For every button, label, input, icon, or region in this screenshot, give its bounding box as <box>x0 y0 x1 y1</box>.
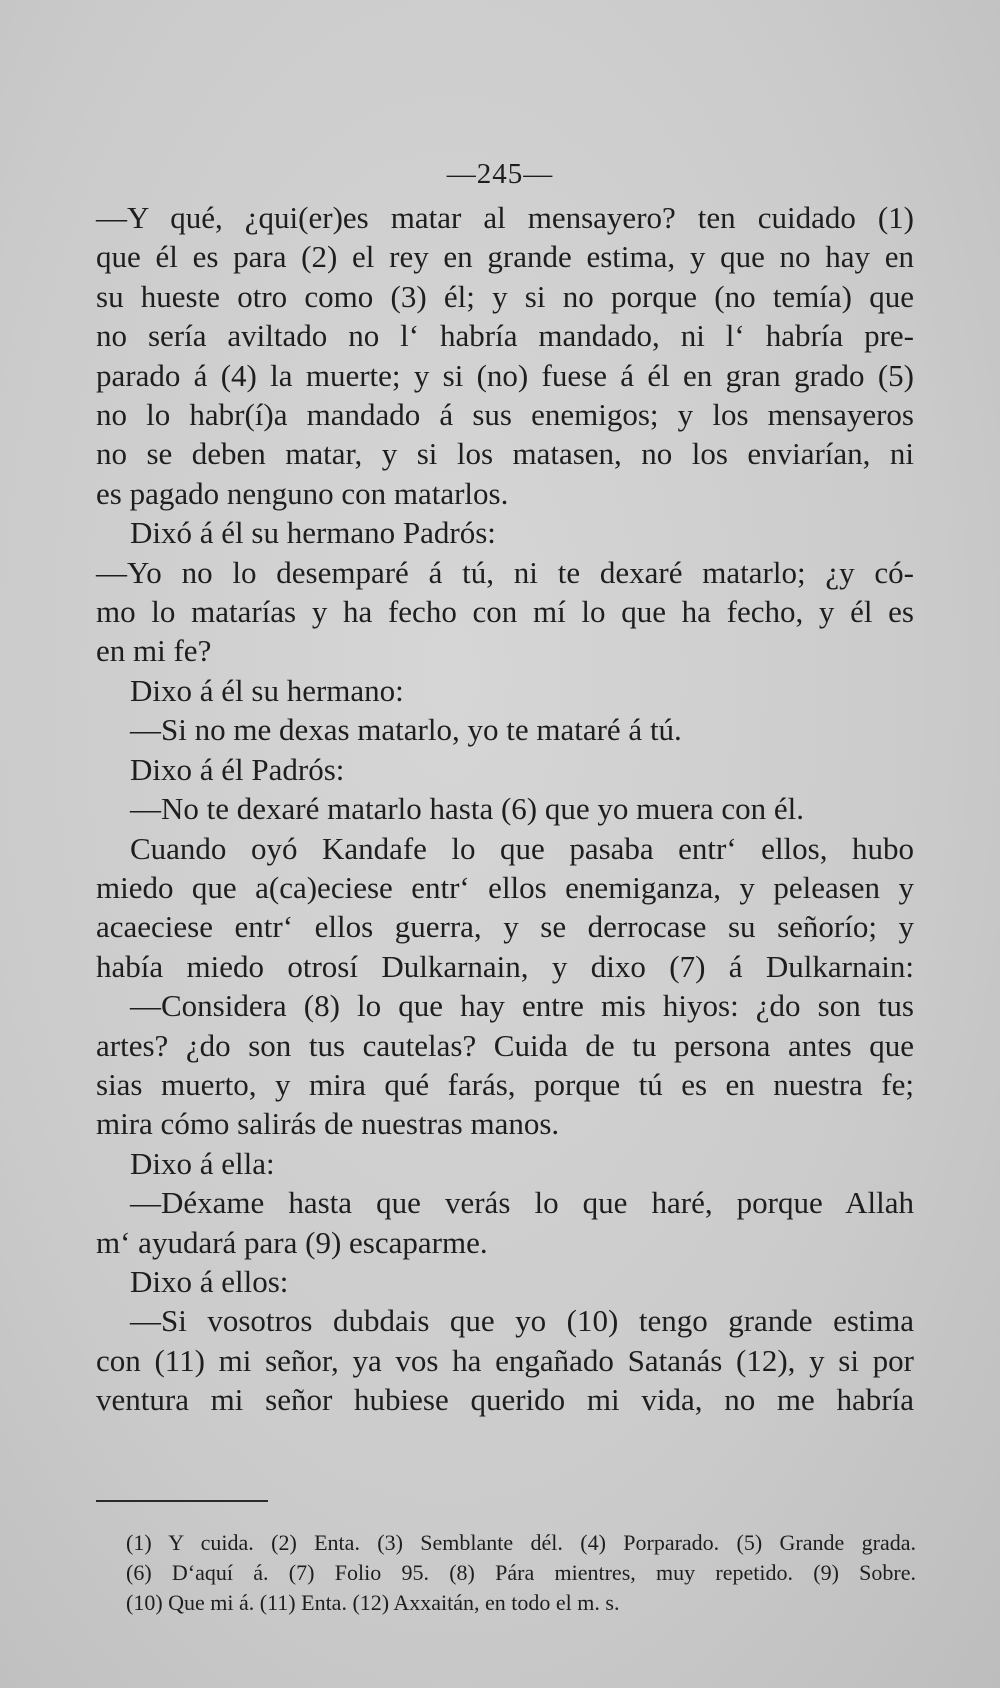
text-line: —No te dexaré matarlo hasta (6) que yo muera con él. <box>130 791 804 827</box>
text-line: es pagado nenguno con matarlos. <box>96 475 509 511</box>
footnote-rule <box>96 1500 268 1502</box>
text-line: —Si vosotros dubdais que yo (10) tengo grande estima <box>130 1303 914 1339</box>
text-line: —Y qué, ¿qui(er)es matar al mensayero? ten cuidado (1) <box>96 200 914 235</box>
body-text <box>96 198 914 1420</box>
text-line: —Yo no lo desemparé á tú, ni te dexaré matarlo; ¿y có- <box>96 554 914 590</box>
text-line: Dixo á ella: <box>130 1145 275 1181</box>
text-line: había miedo otrosí Dulkarnain, y dixo (7) á Dulkarnain: <box>96 948 914 984</box>
text-line: artes? ¿do son tus cautelas? Cuida de tu persona antes que <box>96 1027 914 1063</box>
text-line: —Si no me dexas matarlo, yo te mataré á tú. <box>130 712 682 748</box>
footnote-line: (1) Y cuida. (2) Enta. (3) Semblante dél. (4) Porparado. (5) Grande grada. <box>126 1530 916 1555</box>
text-line: acaeciese entr‘ ellos guerra, y se derrocase su señorío; y <box>96 909 914 945</box>
text-line: miedo que a(ca)eciese entr‘ ellos enemiganza, y peleasen y <box>96 869 914 905</box>
text-line: Dixó á él su hermano Padrós: <box>130 515 496 551</box>
footnote-line: (10) Que mi á. (11) Enta. (12) Axxaitán, en todo el m. s. <box>126 1590 620 1615</box>
text-line: ventura mi señor hubiese querido mi vida, no me habría <box>96 1382 914 1418</box>
text-line: Cuando oyó Kandafe lo que pasaba entr‘ ellos, hubo <box>130 830 914 866</box>
text-line: parado á (4) la muerte; y si (no) fuese á él en gran grado (5) <box>96 357 914 393</box>
text-line: su hueste otro como (3) él; y si no porque (no temía) que <box>96 278 914 314</box>
text-line: Dixo á él su hermano: <box>130 672 404 708</box>
text-line: mo lo matarías y ha fecho con mí lo que ha fecho, y él es <box>96 594 914 630</box>
footnotes <box>126 1528 916 1618</box>
text-line: Dixo á él Padrós: <box>130 751 345 787</box>
text-line: —Considera (8) lo que hay entre mis hiyos: ¿do son tus <box>130 988 914 1024</box>
footnote-line: (6) D‘aquí á. (7) Folio 95. (8) Pára mientres, muy repetido. (9) Sobre. <box>126 1560 916 1585</box>
text-line: que él es para (2) el rey en grande estima, y que no hay en <box>96 239 914 275</box>
text-line: no sería aviltado no l‘ habría mandado, ni l‘ habría pre- <box>96 318 914 354</box>
text-line: en mi fe? <box>96 633 212 669</box>
page-number: —245— <box>446 158 554 190</box>
text-line: mira cómo salirás de nuestras manos. <box>96 1106 560 1142</box>
text-line: no lo habr(í)a mandado á sus enemigos; y los mensayeros <box>96 397 914 433</box>
text-line: Dixo á ellos: <box>130 1263 289 1299</box>
text-line: m‘ ayudará para (9) escaparme. <box>96 1224 488 1260</box>
text-line: sias muerto, y mira qué farás, porque tú es en nuestra fe; <box>96 1066 914 1102</box>
text-line: —Déxame hasta que verás lo que haré, porque Allah <box>130 1185 914 1221</box>
text-line: no se deben matar, y si los matasen, no los enviarían, ni <box>96 436 914 472</box>
text-line: con (11) mi señor, ya vos ha engañado Satanás (12), y si por <box>96 1342 914 1378</box>
